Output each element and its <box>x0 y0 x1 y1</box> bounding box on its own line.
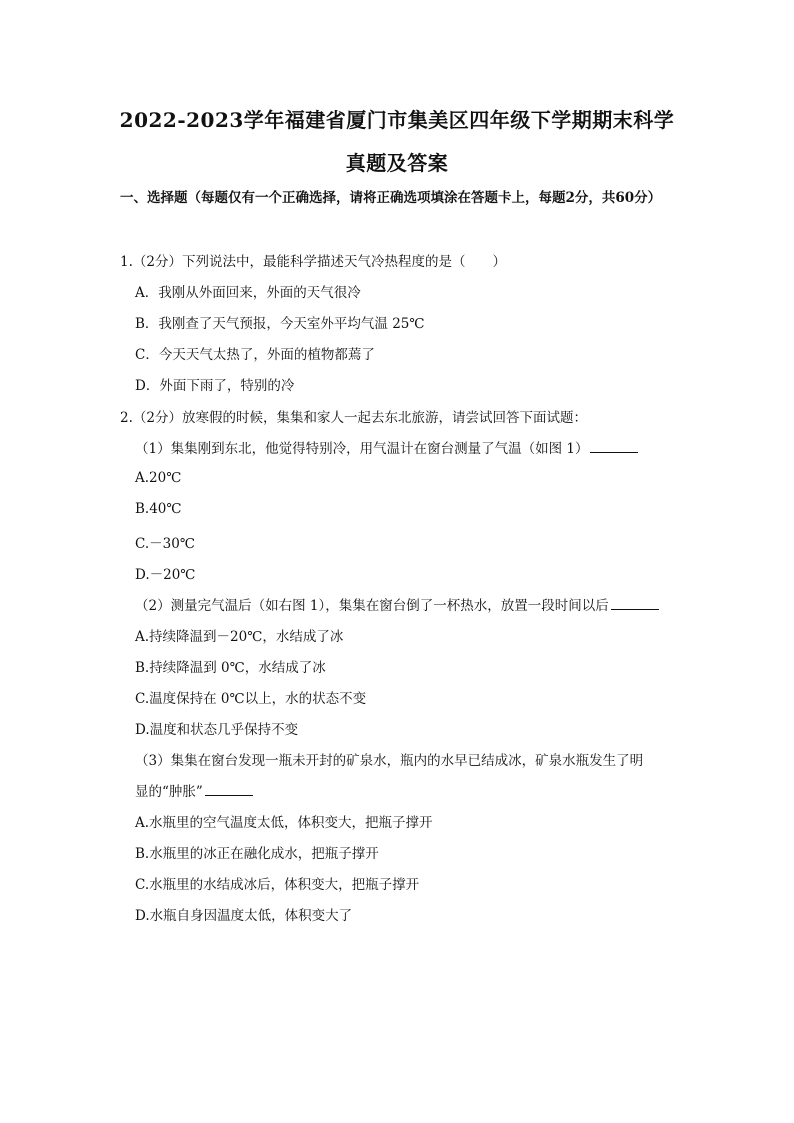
question-1-option-a: A．我刚从外面回来，外面的天气很冷 <box>135 285 361 301</box>
page-title-continued: 真题及答案 <box>345 151 449 175</box>
question-2-sub1-option-c: C.－30℃ <box>135 536 195 552</box>
question-2-sub1-stem: （1）集集刚到东北，他觉得特别冷，用气温计在窗台测量了气温（如图 1） <box>135 441 589 457</box>
question-2-sub2-option-b: B.持续降温到 0℃，水结成了冰 <box>135 660 326 676</box>
question-2-sub3-stem-line1: （3）集集在窗台发现一瓶未开封的矿泉水，瓶内的水早已结成冰，矿泉水瓶发生了明 <box>135 753 644 769</box>
question-2-sub3-option-b: B.水瓶里的冰正在融化成水，把瓶子撑开 <box>135 846 379 862</box>
question-2-sub2-option-a: A.持续降温到－20℃，水结成了冰 <box>135 629 344 645</box>
answer-blank <box>205 783 253 796</box>
page-title: 2022-2023学年福建省厦门市集美区四年级下学期期末科学 <box>119 108 675 132</box>
question-1-option-d: D．外面下雨了，特别的冷 <box>135 378 295 394</box>
answer-blank <box>590 440 638 453</box>
question-2-sub1-option-b: B.40℃ <box>135 501 182 517</box>
question-2-sub3-option-c: C.水瓶里的水结成冰后，体积变大，把瓶子撑开 <box>135 877 420 893</box>
question-2-sub3-stem-line2: 显的“肿胀” <box>135 784 203 800</box>
answer-blank <box>611 597 659 610</box>
question-2-sub1-option-d: D.－20℃ <box>135 567 196 583</box>
question-2-sub2 <box>135 594 659 614</box>
question-2-sub3 <box>135 780 253 800</box>
question-1-option-b: B．我刚查了天气预报，今天室外平均气温 25℃ <box>135 316 425 332</box>
question-2-sub2-option-c: C.温度保持在 0℃以上，水的状态不变 <box>135 691 367 707</box>
question-2-sub1-option-a: A.20℃ <box>135 470 182 486</box>
question-1-option-c: C．今天天气太热了，外面的植物都蔫了 <box>135 347 375 363</box>
question-2-sub3-option-d: D.水瓶自身因温度太低，体积变大了 <box>135 908 353 924</box>
question-2-sub3-option-a: A.水瓶里的空气温度太低，体积变大，把瓶子撑开 <box>135 815 433 831</box>
question-2-sub2-option-d: D.温度和状态几乎保持不变 <box>135 722 299 738</box>
question-2-sub1 <box>135 437 638 457</box>
question-1-stem: 1.（2分）下列说法中，最能科学描述天气冷热程度的是（ ） <box>120 254 506 270</box>
question-2-stem: 2.（2分）放寒假的时候，集集和家人一起去东北旅游，请尝试回答下面试题： <box>120 410 587 426</box>
section-heading: 一、选择题（每题仅有一个正确选择，请将正确选项填涂在答题卡上，每题2分，共60分） <box>120 190 662 206</box>
question-2-sub2-stem: （2）测量完气温后（如右图 1），集集在窗台倒了一杯热水，放置一段时间以后 <box>135 598 609 614</box>
